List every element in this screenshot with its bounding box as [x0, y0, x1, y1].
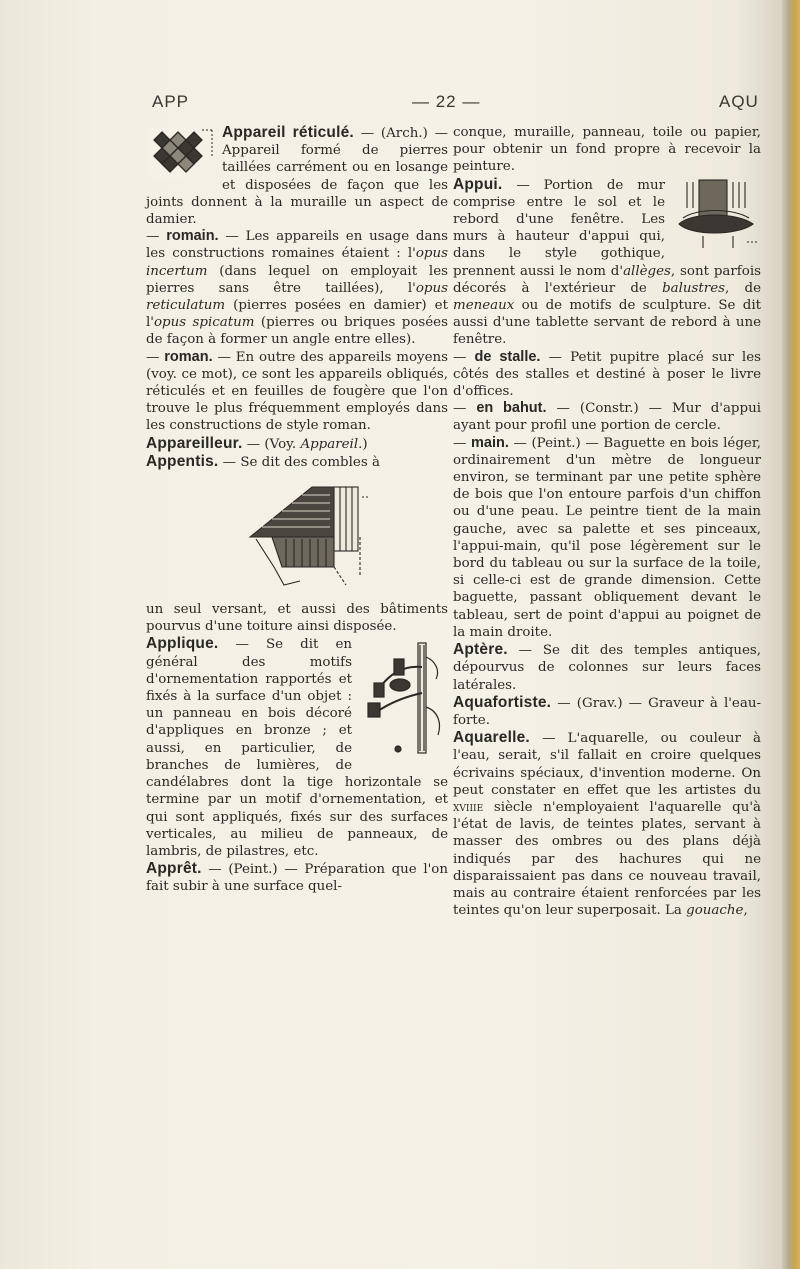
- reticulated-masonry-illustration: [146, 126, 216, 180]
- entry-appentis: Appentis. — Se dit des combles à: [146, 452, 380, 470]
- entry-applique: Applique. — Se dit en général des motifs d'ornementation rapportés et fixés à la surface d'un objet : un panneau en bois décoré d'appliques en bronze ; et aussi, en particulier, de branches de lumières, de candélabres dont la tige horizontale se termine par un motif d'ornementation, et qui sont appliqués, fixés sur des surfaces verticales, au milieu de panneaux, de lambris, de pilastres, etc.: [146, 635, 448, 859]
- entry-aquarelle: Aquarelle. — L'aquarelle, ou couleur à l'eau, serait, s'il fallait en croire quelques écrivains spéciaux, d'invention moderne. On peut constater en effet que les artistes du xviiie siècle n'employaient l'aquarelle qu'à l'état de lavis, de teintes plates, servant à masser des ombres ou des plans déjà indiqués par des hachures qui ne disparaissaient pas dans ce nouveau travail, mais au contraire étaient renforcées par les teintes qu'on leur superposait. La gouache,: [453, 729, 761, 919]
- entry-appui-en-bahut: — en bahut. — (Constr.) — Mur d'appui ayant pour profil une portion de cercle.: [453, 400, 761, 434]
- headword: Appui.: [453, 175, 503, 193]
- page-number: — 22 —: [412, 92, 481, 111]
- entry-appui-de-stalle: — de stalle. — Petit pupitre placé sur les côtés des stalles et destiné à poser le livre d'offices.: [453, 348, 761, 400]
- headword: main.: [471, 434, 509, 451]
- headword: romain.: [166, 228, 219, 245]
- entry-appentis-cont: un seul versant, et aussi des bâtiments pourvus d'une toiture ainsi disposée.: [146, 602, 448, 635]
- lean-to-roof-illustration: [242, 477, 372, 593]
- headword: en bahut.: [476, 400, 547, 417]
- entry-appareil-roman: — roman. — En outre des appareils moyens (voy. ce mot), ce sont les appareils obliqués, réticulés et en feuilles de fougère que l'on trouve le plus fréquemment employés dans les constructions de style roman.: [146, 348, 448, 434]
- entry-appui: Appui. — Portion de mur comprise entre le sol et le rebord d'une fenêtre. Les murs à hauteur d'appui qui, dans le style gothique, prennent aussi le nom d'allèges, sont parfois décorés à l'extérieur de balustres, de meneaux ou de motifs de sculpture. Se dit aussi d'une tablette servant de rebord à une fenêtre.: [453, 175, 761, 348]
- window-sill-illustration: [673, 178, 761, 256]
- right-column: [453, 124, 761, 919]
- headword: Appareil réticulé.: [222, 124, 354, 141]
- headword: Applique.: [146, 635, 219, 653]
- entry-appareil-reticule: Appareil réticulé. — (Arch.) — Appareil formé de pierres taillées carrément ou en losange et disposées de façon que les joints donnent à la muraille un aspect de damier.: [146, 124, 449, 228]
- entry-appret-cont: conque, muraille, panneau, toile ou papier, pour obtenir un fond propre à recevoir la peinture.: [453, 125, 761, 175]
- page-edge: [782, 0, 800, 1269]
- entry-appui-main: — main. — (Peint.) — Baguette en bois léger, ordinairement d'un mètre de longueur environ, se terminant par une petite sphère de bois que l'on entoure parfois d'un chiffon ou d'une peau. Le peintre tient de la main gauche, avec sa palette et ses pinceaux, l'appui-main, qu'il pose légèrement sur le bord du tableau ou sur la surface de la toile, si celle-ci est de grande dimension. Cette baguette, passant obliquement devant le tableau, sert de point d'appui au poignet de la main droite.: [453, 434, 761, 640]
- headword: roman.: [164, 348, 213, 365]
- entry-aptere: Aptère. — Se dit des temples antiques, dépourvus de colonnes sur leurs faces latérales.: [453, 641, 761, 693]
- entry-appareilleur: Appareilleur. — (Voy. Appareil.): [146, 434, 368, 452]
- running-head-right: AQU: [719, 92, 759, 111]
- headword: Appentis.: [146, 452, 219, 470]
- entry-appareil-romain: — romain. — Les appareils en usage dans les constructions romaines étaient : l'opus incertum (dans lequel on employait les pierres sans être taillées), l'opus reticulatum (pierres posées en damier) et l'opus spicatum (pierres ou briques posées de façon à former un angle entre elles).: [146, 228, 448, 348]
- headword: de stalle.: [474, 348, 541, 365]
- entry-aquafortiste: Aquafortiste. — (Grav.) — Graveur à l'eau-forte.: [453, 693, 761, 728]
- headword: Aptère.: [453, 641, 508, 659]
- headword: Appareilleur.: [146, 434, 243, 452]
- wall-sconce-illustration: [360, 637, 448, 757]
- entry-appret: Apprêt. — (Peint.) — Préparation que l'on fait subir à une surface quel-: [146, 860, 448, 895]
- running-head-left: APP: [152, 92, 190, 111]
- headword: Aquarelle.: [453, 729, 530, 747]
- headword: Apprêt.: [146, 860, 202, 878]
- left-column: [146, 124, 448, 896]
- headword: Aquafortiste.: [453, 693, 552, 711]
